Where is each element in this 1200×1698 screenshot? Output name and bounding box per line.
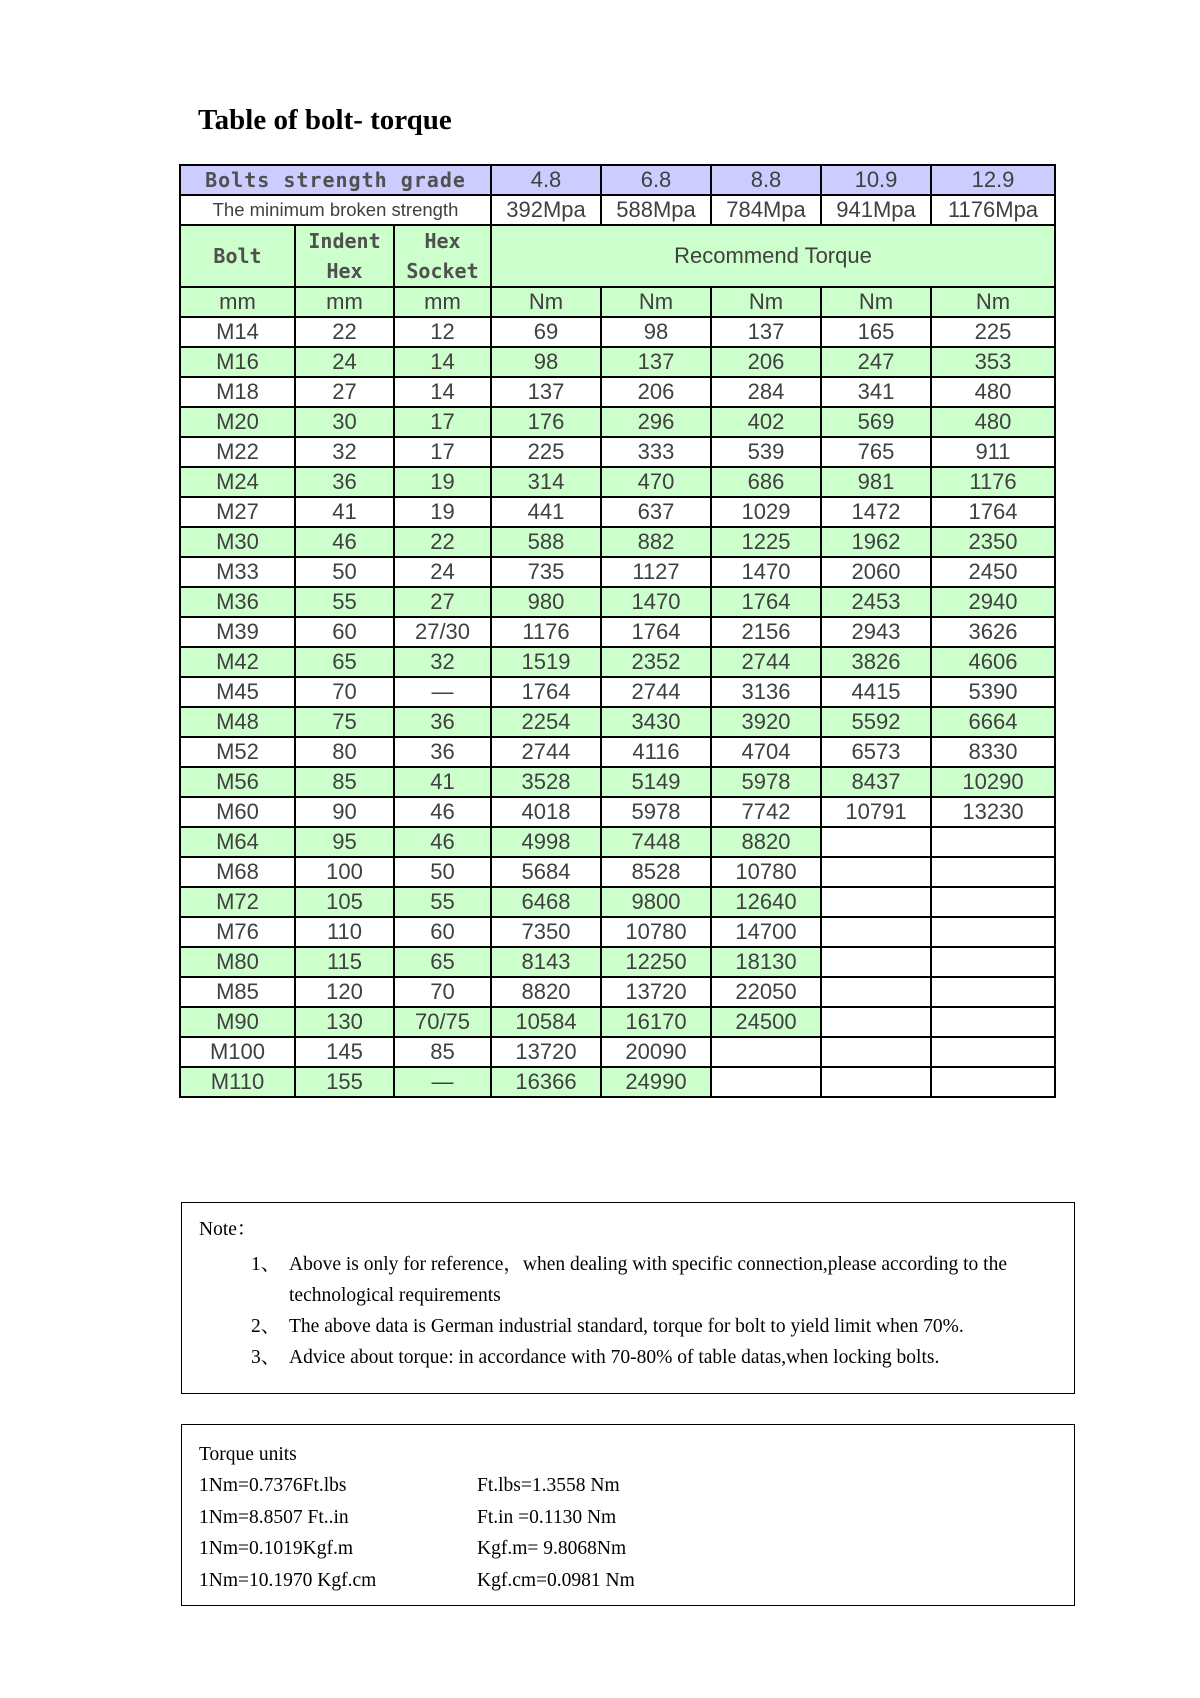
table-cell: 19 — [394, 497, 491, 527]
table-cell: 539 — [711, 437, 821, 467]
table-cell: 12 — [394, 317, 491, 347]
conversion-left: 1Nm=10.1970 Kgf.cm — [199, 1569, 377, 1591]
conversion-right: Ft.lbs=1.3558 Nm — [477, 1475, 620, 1496]
table-cell: 46 — [295, 527, 394, 557]
table-cell: 85 — [295, 767, 394, 797]
table-cell: 2453 — [821, 587, 931, 617]
table-row — [180, 527, 1055, 557]
unit-cell: Nm — [601, 287, 711, 317]
bolt-size-cell: M72 — [180, 887, 295, 917]
table-cell: 1225 — [711, 527, 821, 557]
table-cell: 6664 — [931, 707, 1055, 737]
table-cell: 46 — [394, 827, 491, 857]
table-cell: 6573 — [821, 737, 931, 767]
bolt-size-cell: M39 — [180, 617, 295, 647]
table-cell: 8330 — [931, 737, 1055, 767]
bolt-size-cell: M76 — [180, 917, 295, 947]
table-cell — [821, 1007, 931, 1037]
min-strength-label: The minimum broken strength — [180, 195, 491, 225]
table-cell: 2744 — [601, 677, 711, 707]
bolt-size-cell: M22 — [180, 437, 295, 467]
table-cell: 1176 — [931, 467, 1055, 497]
table-cell: 2940 — [931, 587, 1055, 617]
table-cell: 27/30 — [394, 617, 491, 647]
header-indent-hex-line1: Indent — [308, 229, 381, 253]
table-cell: 2156 — [711, 617, 821, 647]
table-cell: 55 — [295, 587, 394, 617]
table-cell: 137 — [491, 377, 601, 407]
table-cell: 98 — [491, 347, 601, 377]
bolt-size-cell: M45 — [180, 677, 295, 707]
grade-cell: 4.8 — [491, 165, 601, 195]
table-cell: 13720 — [601, 977, 711, 1007]
table-cell: 17 — [394, 437, 491, 467]
min-strength-cell: 1176Mpa — [931, 195, 1055, 225]
min-strength-row — [180, 195, 1055, 225]
header-hex-socket — [394, 225, 491, 287]
table-cell: 145 — [295, 1037, 394, 1067]
table-cell: 2744 — [711, 647, 821, 677]
table-cell: 14 — [394, 377, 491, 407]
table-row — [180, 557, 1055, 587]
table-cell: 95 — [295, 827, 394, 857]
unit-cell: mm — [394, 287, 491, 317]
note-item-number: 2、 — [251, 1316, 281, 1337]
conversion-right: Kgf.m= 9.8068Nm — [477, 1538, 627, 1559]
table-row — [180, 917, 1055, 947]
grade-cell: 6.8 — [601, 165, 711, 195]
table-cell — [711, 1037, 821, 1067]
table-cell — [821, 1037, 931, 1067]
table-cell — [931, 857, 1055, 887]
unit-cell: mm — [180, 287, 295, 317]
table-cell: 65 — [295, 647, 394, 677]
table-cell: 10780 — [711, 857, 821, 887]
table-cell: 911 — [931, 437, 1055, 467]
table-cell: 70/75 — [394, 1007, 491, 1037]
table-cell: 12250 — [601, 947, 711, 977]
table-cell: 1472 — [821, 497, 931, 527]
table-cell: 5149 — [601, 767, 711, 797]
table-cell: 3136 — [711, 677, 821, 707]
table-cell: 46 — [394, 797, 491, 827]
bolt-size-cell: M85 — [180, 977, 295, 1007]
unit-conversion-row — [199, 1565, 1059, 1597]
table-cell: 1176 — [491, 617, 601, 647]
grade-cell: 12.9 — [931, 165, 1055, 195]
table-cell: 2352 — [601, 647, 711, 677]
table-cell — [821, 1067, 931, 1097]
table-cell: 2943 — [821, 617, 931, 647]
table-cell: 55 — [394, 887, 491, 917]
table-cell: 7448 — [601, 827, 711, 857]
units-row — [180, 287, 1055, 317]
table-cell: 1962 — [821, 527, 931, 557]
table-cell: 27 — [295, 377, 394, 407]
table-row — [180, 347, 1055, 377]
table-cell: 7350 — [491, 917, 601, 947]
table-cell: 75 — [295, 707, 394, 737]
table-cell: 3430 — [601, 707, 711, 737]
table-cell — [821, 917, 931, 947]
table-cell: 32 — [295, 437, 394, 467]
table-cell: 115 — [295, 947, 394, 977]
bolt-size-cell: M18 — [180, 377, 295, 407]
table-cell: 402 — [711, 407, 821, 437]
table-row — [180, 467, 1055, 497]
table-cell: 8437 — [821, 767, 931, 797]
table-row — [180, 947, 1055, 977]
unit-conversion-row — [199, 1502, 1059, 1534]
table-cell: 36 — [394, 737, 491, 767]
table-row — [180, 1037, 1055, 1067]
min-strength-cell: 588Mpa — [601, 195, 711, 225]
table-cell: 176 — [491, 407, 601, 437]
table-cell: 4415 — [821, 677, 931, 707]
table-cell: — — [394, 677, 491, 707]
table-row — [180, 887, 1055, 917]
table-cell — [931, 917, 1055, 947]
table-cell: 1470 — [711, 557, 821, 587]
conversion-right: Kgf.cm=0.0981 Nm — [477, 1569, 635, 1591]
table-row — [180, 797, 1055, 827]
table-row — [180, 377, 1055, 407]
table-cell: 5592 — [821, 707, 931, 737]
table-body — [180, 317, 1055, 1097]
table-cell: 1519 — [491, 647, 601, 677]
table-row — [180, 707, 1055, 737]
min-strength-cell: 941Mpa — [821, 195, 931, 225]
note-item-number: 3、 — [251, 1347, 281, 1368]
table-cell: 7742 — [711, 797, 821, 827]
bolt-size-cell: M16 — [180, 347, 295, 377]
unit-cell: mm — [295, 287, 394, 317]
table-cell: 1029 — [711, 497, 821, 527]
table-cell: 5978 — [711, 767, 821, 797]
bolt-torque-table — [179, 164, 1056, 1098]
table-cell: 36 — [295, 467, 394, 497]
table-cell: 9800 — [601, 887, 711, 917]
column-header-row — [180, 225, 1055, 287]
table-cell: 155 — [295, 1067, 394, 1097]
bolt-size-cell: M42 — [180, 647, 295, 677]
bolt-size-cell: M90 — [180, 1007, 295, 1037]
conversion-right: Ft.in =0.1130 Nm — [477, 1506, 617, 1528]
table-cell: 12640 — [711, 887, 821, 917]
table-row — [180, 587, 1055, 617]
table-cell: 2350 — [931, 527, 1055, 557]
unit-cell: Nm — [931, 287, 1055, 317]
table-cell: 30 — [295, 407, 394, 437]
table-cell: 2254 — [491, 707, 601, 737]
table-cell: 6468 — [491, 887, 601, 917]
table-cell: 480 — [931, 377, 1055, 407]
table-cell: 8528 — [601, 857, 711, 887]
table-row — [180, 677, 1055, 707]
bolt-size-cell: M20 — [180, 407, 295, 437]
table-cell: 1127 — [601, 557, 711, 587]
table-row — [180, 737, 1055, 767]
table-row — [180, 827, 1055, 857]
table-cell: 5684 — [491, 857, 601, 887]
table-cell — [931, 947, 1055, 977]
table-cell: 637 — [601, 497, 711, 527]
table-cell: 980 — [491, 587, 601, 617]
conversion-left: 1Nm=0.1019Kgf.m — [199, 1538, 353, 1559]
table-row — [180, 407, 1055, 437]
table-cell: 10290 — [931, 767, 1055, 797]
table-cell — [821, 857, 931, 887]
table-cell: 296 — [601, 407, 711, 437]
table-cell: 284 — [711, 377, 821, 407]
table-cell: 27 — [394, 587, 491, 617]
table-cell: 480 — [931, 407, 1055, 437]
table-cell: 70 — [295, 677, 394, 707]
page-title: Table of bolt- torque — [198, 104, 452, 136]
table-cell — [931, 977, 1055, 1007]
bolt-size-cell: M64 — [180, 827, 295, 857]
bolt-size-cell: M60 — [180, 797, 295, 827]
table-row — [180, 767, 1055, 797]
note-item-number: 1、 — [251, 1254, 281, 1275]
table-cell — [931, 1067, 1055, 1097]
table-cell: 5390 — [931, 677, 1055, 707]
table-cell: 353 — [931, 347, 1055, 377]
table-cell: 24 — [295, 347, 394, 377]
bolt-size-cell: M56 — [180, 767, 295, 797]
table-cell: 24500 — [711, 1007, 821, 1037]
table-cell: 24990 — [601, 1067, 711, 1097]
table-cell: 41 — [295, 497, 394, 527]
table-cell: 90 — [295, 797, 394, 827]
table-row — [180, 857, 1055, 887]
min-strength-cell: 784Mpa — [711, 195, 821, 225]
table-row — [180, 1067, 1055, 1097]
table-cell: 1764 — [601, 617, 711, 647]
table-cell: 13230 — [931, 797, 1055, 827]
table-cell: 3528 — [491, 767, 601, 797]
table-cell: 765 — [821, 437, 931, 467]
table-cell: — — [394, 1067, 491, 1097]
table-cell: 4116 — [601, 737, 711, 767]
table-cell: 1764 — [931, 497, 1055, 527]
table-row — [180, 647, 1055, 677]
table-cell: 16170 — [601, 1007, 711, 1037]
note-item — [199, 1311, 1059, 1342]
grade-cell: 8.8 — [711, 165, 821, 195]
header-bolt-text: Bolt — [213, 244, 262, 268]
header-indent-hex — [295, 225, 394, 287]
table-cell: 8143 — [491, 947, 601, 977]
table-cell: 2744 — [491, 737, 601, 767]
table-cell: 36 — [394, 707, 491, 737]
unit-conversion-row — [199, 1533, 1059, 1565]
table-cell: 3826 — [821, 647, 931, 677]
unit-cell: Nm — [821, 287, 931, 317]
table-cell: 22 — [295, 317, 394, 347]
table-cell: 50 — [394, 857, 491, 887]
table-cell: 8820 — [711, 827, 821, 857]
table-cell — [931, 1007, 1055, 1037]
table-cell: 1470 — [601, 587, 711, 617]
table-cell — [821, 827, 931, 857]
table-cell: 110 — [295, 917, 394, 947]
table-cell: 137 — [711, 317, 821, 347]
table-cell: 41 — [394, 767, 491, 797]
table-cell: 225 — [491, 437, 601, 467]
table-row — [180, 497, 1055, 527]
table-cell: 19 — [394, 467, 491, 497]
table-cell: 4704 — [711, 737, 821, 767]
bolt-size-cell: M30 — [180, 527, 295, 557]
table-cell — [821, 887, 931, 917]
note-list — [199, 1249, 1059, 1373]
unit-cell: Nm — [491, 287, 601, 317]
table-row — [180, 1007, 1055, 1037]
table-cell: 105 — [295, 887, 394, 917]
note-box — [181, 1202, 1075, 1394]
header-bolt — [180, 225, 295, 287]
table-cell — [711, 1067, 821, 1097]
table-cell: 206 — [711, 347, 821, 377]
bolt-size-cell: M110 — [180, 1067, 295, 1097]
table-cell: 60 — [295, 617, 394, 647]
header-indent-hex-line2: Hex — [326, 259, 363, 283]
table-cell: 4018 — [491, 797, 601, 827]
table-cell: 1764 — [711, 587, 821, 617]
table-cell: 3920 — [711, 707, 821, 737]
bolt-size-cell: M52 — [180, 737, 295, 767]
table-cell: 2060 — [821, 557, 931, 587]
table-cell: 2450 — [931, 557, 1055, 587]
grade-cell: 10.9 — [821, 165, 931, 195]
table-cell: 32 — [394, 647, 491, 677]
table-cell — [821, 977, 931, 1007]
table-cell: 314 — [491, 467, 601, 497]
table-cell: 137 — [601, 347, 711, 377]
note-item-text: Above is only for reference，when dealing with specific connection,please according to the technological requirements — [289, 1254, 1007, 1306]
table-cell: 24 — [394, 557, 491, 587]
bolt-size-cell: M100 — [180, 1037, 295, 1067]
bolt-size-cell: M80 — [180, 947, 295, 977]
table-cell: 569 — [821, 407, 931, 437]
table-cell: 165 — [821, 317, 931, 347]
table-row — [180, 617, 1055, 647]
table-cell: 22050 — [711, 977, 821, 1007]
table-cell: 16366 — [491, 1067, 601, 1097]
unit-cell: Nm — [711, 287, 821, 317]
table-cell: 98 — [601, 317, 711, 347]
table-cell: 225 — [931, 317, 1055, 347]
table-cell: 69 — [491, 317, 601, 347]
table-cell: 85 — [394, 1037, 491, 1067]
table-cell: 130 — [295, 1007, 394, 1037]
bolt-size-cell: M33 — [180, 557, 295, 587]
note-item-text: Advice about torque: in accordance with 70-80% of table datas,when locking bolts. — [289, 1347, 940, 1368]
table-cell: 10780 — [601, 917, 711, 947]
unit-conversion-row — [199, 1470, 1059, 1502]
table-cell: 735 — [491, 557, 601, 587]
header-recommend-torque: Recommend Torque — [491, 225, 1055, 287]
conversion-left: 1Nm=0.7376Ft.lbs — [199, 1475, 347, 1496]
grade-label: Bolts strength grade — [180, 165, 491, 195]
table-cell: 22 — [394, 527, 491, 557]
table-cell: 100 — [295, 857, 394, 887]
note-label: Note： — [199, 1219, 257, 1240]
torque-units-box — [181, 1424, 1075, 1606]
table-cell: 686 — [711, 467, 821, 497]
table-cell: 4998 — [491, 827, 601, 857]
table-cell: 70 — [394, 977, 491, 1007]
note-item — [199, 1342, 1059, 1373]
table-cell: 588 — [491, 527, 601, 557]
table-cell: 10584 — [491, 1007, 601, 1037]
bolt-size-cell: M36 — [180, 587, 295, 617]
bolt-size-cell: M24 — [180, 467, 295, 497]
torque-units-label: Torque units — [199, 1444, 297, 1465]
min-strength-cell: 392Mpa — [491, 195, 601, 225]
table-cell: 5978 — [601, 797, 711, 827]
table-cell: 50 — [295, 557, 394, 587]
header-hex-socket-line2: Socket — [406, 259, 479, 283]
bolt-size-cell: M14 — [180, 317, 295, 347]
table-cell: 1764 — [491, 677, 601, 707]
table-row — [180, 437, 1055, 467]
grade-row — [180, 165, 1055, 195]
table-cell: 247 — [821, 347, 931, 377]
table-cell: 4606 — [931, 647, 1055, 677]
table-cell: 65 — [394, 947, 491, 977]
table-cell: 14 — [394, 347, 491, 377]
table-cell: 206 — [601, 377, 711, 407]
table-cell: 18130 — [711, 947, 821, 977]
table-cell — [931, 1037, 1055, 1067]
table-cell: 333 — [601, 437, 711, 467]
bolt-size-cell: M27 — [180, 497, 295, 527]
table-cell: 882 — [601, 527, 711, 557]
table-cell: 120 — [295, 977, 394, 1007]
table-cell — [931, 887, 1055, 917]
table-cell: 17 — [394, 407, 491, 437]
note-item-text: The above data is German industrial standard, torque for bolt to yield limit when 70%. — [289, 1316, 964, 1337]
table-cell: 8820 — [491, 977, 601, 1007]
table-cell: 80 — [295, 737, 394, 767]
table-cell: 981 — [821, 467, 931, 497]
header-hex-socket-line1: Hex — [424, 229, 461, 253]
conversion-left: 1Nm=8.8507 Ft..in — [199, 1506, 349, 1528]
table-cell: 441 — [491, 497, 601, 527]
bolt-size-cell: M48 — [180, 707, 295, 737]
table-row — [180, 317, 1055, 347]
table-cell: 10791 — [821, 797, 931, 827]
table-cell: 341 — [821, 377, 931, 407]
note-item — [199, 1249, 1059, 1311]
table-cell: 13720 — [491, 1037, 601, 1067]
table-cell: 60 — [394, 917, 491, 947]
table-cell: 14700 — [711, 917, 821, 947]
table-cell — [931, 827, 1055, 857]
table-cell — [821, 947, 931, 977]
table-cell: 20090 — [601, 1037, 711, 1067]
table-cell: 3626 — [931, 617, 1055, 647]
table-row — [180, 977, 1055, 1007]
table-cell: 470 — [601, 467, 711, 497]
bolt-size-cell: M68 — [180, 857, 295, 887]
